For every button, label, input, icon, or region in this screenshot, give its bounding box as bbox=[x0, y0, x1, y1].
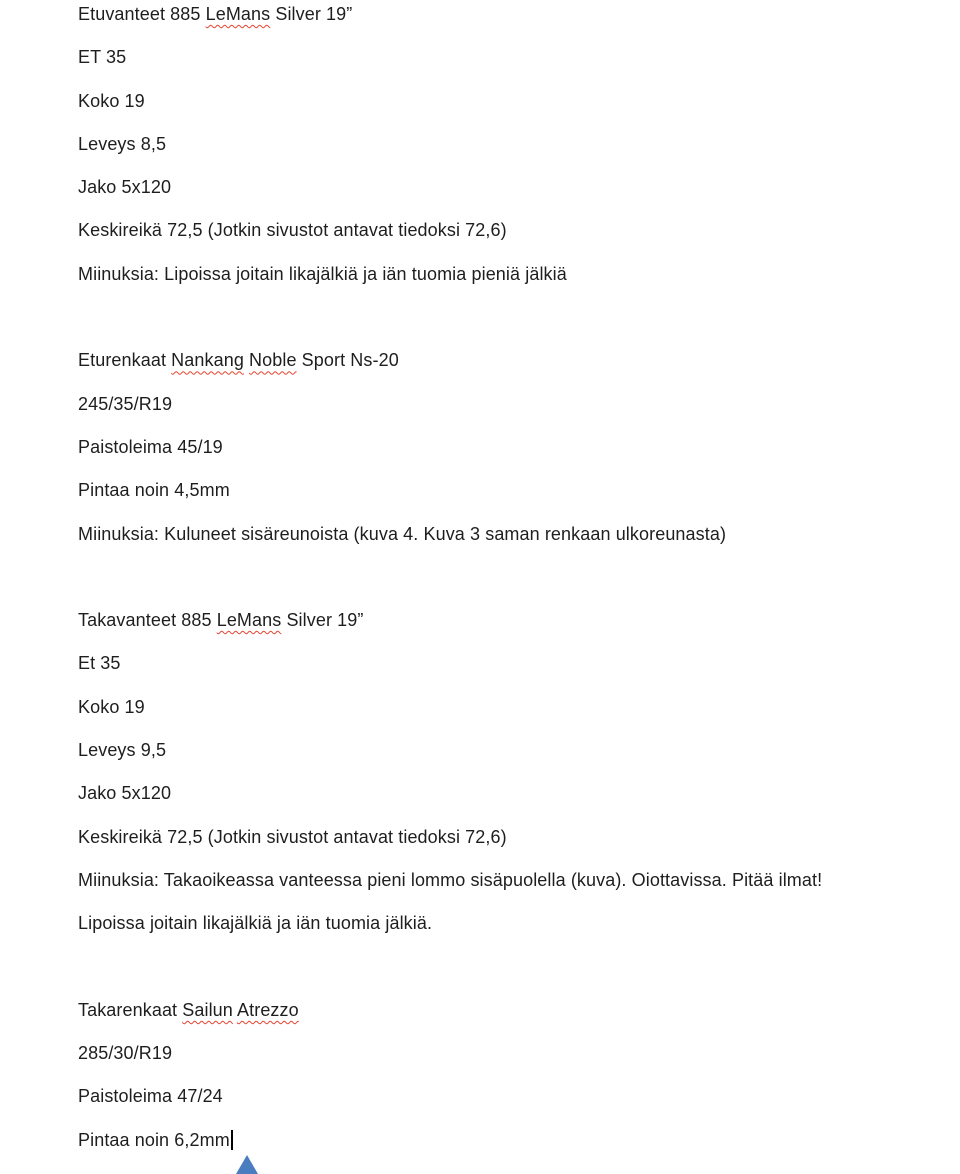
text-run: Sport Ns-20 bbox=[296, 350, 399, 371]
text-run: Lipoissa joitain likajälkiä ja iän tuomia jälkiä. bbox=[78, 913, 433, 934]
text-run: Takarenkaat bbox=[78, 999, 183, 1020]
paragraph[interactable] bbox=[78, 599, 920, 642]
text-run: Leveys 9,5 bbox=[78, 740, 167, 761]
paragraph[interactable] bbox=[78, 772, 920, 815]
paragraph[interactable] bbox=[78, 686, 920, 729]
paragraph[interactable] bbox=[78, 729, 920, 772]
misspelled-word: LeMans bbox=[216, 610, 282, 631]
misspelled-word: LeMans bbox=[205, 4, 271, 24]
paragraph[interactable] bbox=[78, 80, 920, 123]
paragraph[interactable] bbox=[78, 339, 920, 382]
text-run: Paistoleima 47/24 bbox=[78, 1086, 223, 1107]
cursor-drag-handle[interactable] bbox=[236, 1155, 258, 1174]
paragraph[interactable] bbox=[78, 989, 920, 1032]
text-run: Pintaa noin 6,2mm bbox=[78, 1129, 230, 1150]
text-run: Silver 19” bbox=[270, 4, 353, 24]
text-run: Miinuksia: Takaoikeassa vanteessa pieni lommo sisäpuolella (kuva). Oiottavissa. Pitää ilmat! bbox=[78, 869, 823, 890]
text-run: Keskireikä 72,5 (Jotkin sivustot antavat tiedoksi 72,6) bbox=[78, 220, 507, 241]
paragraph[interactable] bbox=[78, 642, 920, 685]
text-run: Leveys 8,5 bbox=[78, 133, 167, 154]
misspelled-word: Noble bbox=[249, 350, 297, 371]
empty-line[interactable] bbox=[78, 556, 920, 599]
text-run: 285/30/R19 bbox=[78, 1043, 173, 1064]
document-text[interactable] bbox=[78, 0, 920, 1162]
text-run: Takavanteet 885 bbox=[78, 610, 217, 631]
text-run: Jako 5x120 bbox=[78, 177, 172, 198]
text-run: Silver 19” bbox=[281, 610, 364, 631]
text-run: Koko 19 bbox=[78, 696, 145, 717]
empty-line[interactable] bbox=[78, 296, 920, 339]
paragraph[interactable] bbox=[78, 0, 920, 36]
paragraph[interactable] bbox=[78, 36, 920, 79]
text-run: ET 35 bbox=[78, 47, 127, 68]
paragraph[interactable] bbox=[78, 123, 920, 166]
paragraph[interactable] bbox=[78, 383, 920, 426]
text-run: Et 35 bbox=[78, 653, 121, 674]
paragraph[interactable] bbox=[78, 253, 920, 296]
paragraph[interactable] bbox=[78, 426, 920, 469]
paragraph[interactable] bbox=[78, 209, 920, 252]
text-cursor bbox=[231, 1130, 233, 1150]
empty-line[interactable] bbox=[78, 946, 920, 989]
text-run: Koko 19 bbox=[78, 90, 145, 111]
text-run: 245/35/R19 bbox=[78, 393, 173, 414]
paragraph[interactable] bbox=[78, 1075, 920, 1118]
paragraph[interactable] bbox=[78, 859, 920, 902]
paragraph[interactable] bbox=[78, 513, 920, 556]
text-run: Jako 5x120 bbox=[78, 783, 172, 804]
paragraph[interactable] bbox=[78, 1032, 920, 1075]
paragraph[interactable] bbox=[78, 902, 920, 945]
text-run: Pintaa noin 4,5mm bbox=[78, 480, 230, 501]
text-run: Keskireikä 72,5 (Jotkin sivustot antavat tiedoksi 72,6) bbox=[78, 826, 507, 847]
misspelled-word: Nankang bbox=[171, 350, 244, 371]
paragraph[interactable] bbox=[78, 816, 920, 859]
text-run: Etuvanteet 885 bbox=[78, 4, 206, 24]
paragraph[interactable] bbox=[78, 469, 920, 512]
text-run: Eturenkaat bbox=[78, 350, 172, 371]
paragraph[interactable] bbox=[78, 1119, 920, 1162]
misspelled-word: Atrezzo bbox=[237, 999, 299, 1020]
misspelled-word: Sailun bbox=[182, 999, 233, 1020]
text-run: Paistoleima 45/19 bbox=[78, 436, 223, 457]
paragraph[interactable] bbox=[78, 166, 920, 209]
text-run: Miinuksia: Lipoissa joitain likajälkiä ja iän tuomia pieniä jälkiä bbox=[78, 263, 567, 284]
text-run: Miinuksia: Kuluneet sisäreunoista (kuva 4. Kuva 3 saman renkaan ulkoreunasta) bbox=[78, 523, 727, 544]
